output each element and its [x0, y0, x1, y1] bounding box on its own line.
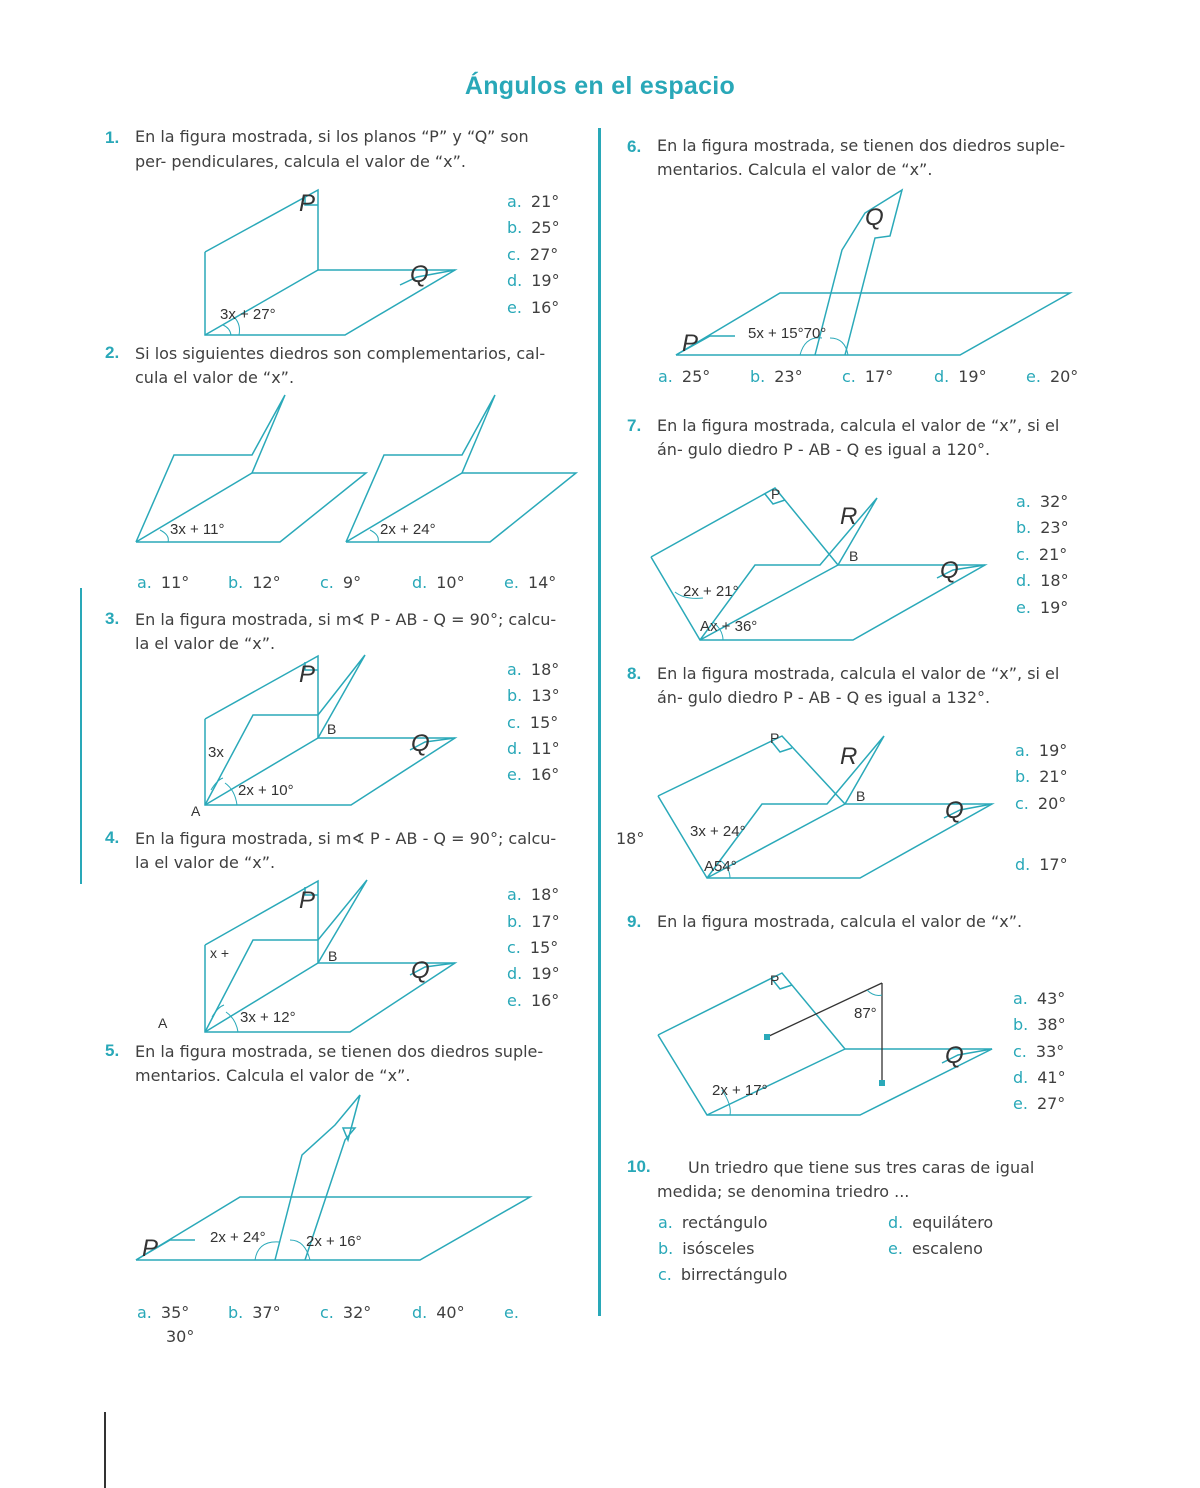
- problem-number: 4.: [105, 828, 120, 847]
- option-row[interactable]: [842, 367, 893, 386]
- option-value: 30°: [166, 1327, 195, 1346]
- option-row[interactable]: [507, 271, 560, 290]
- option-letter: d.: [1015, 855, 1031, 874]
- label-Q: Q: [945, 1042, 964, 1069]
- label-Q: Q: [410, 261, 429, 288]
- option-value: isósceles: [682, 1239, 755, 1258]
- option-row[interactable]: [412, 573, 465, 592]
- option-value: 16°: [530, 765, 560, 784]
- option-row[interactable]: [1013, 1015, 1066, 1034]
- label-R: R: [840, 743, 858, 770]
- option-row[interactable]: [658, 1239, 754, 1258]
- figure-3: [185, 650, 485, 825]
- option-row[interactable]: [504, 573, 556, 592]
- option-letter: b.: [507, 912, 523, 931]
- option-row[interactable]: [507, 765, 559, 784]
- option-value: 20°: [1037, 794, 1067, 813]
- option-row[interactable]: [507, 218, 560, 237]
- option-row[interactable]: [507, 660, 559, 679]
- option-row[interactable]: [507, 739, 560, 758]
- label-Q: Q: [940, 557, 959, 584]
- problem-number: 1.: [105, 128, 120, 147]
- option-value: equilátero: [912, 1213, 994, 1232]
- problem-text-line: la el valor de “x”.: [135, 853, 276, 872]
- option-value: 43°: [1036, 989, 1066, 1008]
- option-row[interactable]: [1015, 794, 1066, 813]
- option-row[interactable]: [1013, 1068, 1066, 1087]
- label-Q: Q: [411, 730, 430, 757]
- angle-label: 3x: [208, 744, 224, 761]
- option-letter: e.: [504, 573, 519, 592]
- option-letter: e.: [1026, 367, 1041, 386]
- option-value: 25°: [531, 218, 560, 237]
- option-letter: e.: [507, 298, 522, 317]
- label-Q: Q: [945, 797, 964, 824]
- problem-text-line: mentarios. Calcula el valor de “x”.: [657, 160, 933, 179]
- option-row[interactable]: [1016, 571, 1069, 590]
- option-row[interactable]: [228, 573, 281, 592]
- option-letter: c.: [842, 367, 856, 386]
- option-row[interactable]: [658, 1265, 787, 1284]
- option-letter: b.: [228, 1303, 244, 1322]
- option-letter: b.: [507, 218, 523, 237]
- option-row[interactable]: [507, 686, 560, 705]
- option-letter: e.: [507, 991, 522, 1010]
- option-value: 35°: [160, 1303, 190, 1322]
- option-letter: e.: [507, 765, 522, 784]
- problem-number: 6.: [627, 137, 642, 156]
- option-letter: b.: [228, 573, 244, 592]
- problem-text-line: Un triedro que tiene sus tres caras de igual: [688, 1158, 1035, 1177]
- option-value: 40°: [436, 1303, 465, 1322]
- option-row[interactable]: [228, 1303, 281, 1322]
- problem-text-line: la el valor de “x”.: [135, 634, 276, 653]
- option-row[interactable]: [1015, 741, 1067, 760]
- option-letter: c.: [507, 938, 521, 957]
- option-letter: b.: [658, 1239, 674, 1258]
- option-letter: a.: [1015, 741, 1030, 760]
- option-value: 11°: [531, 739, 560, 758]
- option-letter: d.: [507, 739, 523, 758]
- option-value: 27°: [529, 245, 559, 264]
- figure-7: [645, 480, 995, 650]
- figure-8: [652, 728, 1002, 888]
- option-letter: d.: [1016, 571, 1032, 590]
- problem-text-line: per- pendiculares, calcula el valor de “x”.: [135, 152, 467, 171]
- problem-text-line: En la figura mostrada, si m∢ P - AB - Q = 90°; calcu-: [135, 829, 557, 848]
- option-letter: e.: [504, 1303, 519, 1322]
- option-row[interactable]: [888, 1239, 983, 1258]
- label-P: P: [682, 330, 699, 357]
- option-row[interactable]: [1013, 1042, 1064, 1061]
- option-value: 23°: [1040, 518, 1069, 537]
- page-title: Ángulos en el espacio: [464, 72, 736, 100]
- option-row[interactable]: [320, 1303, 371, 1322]
- option-value: 33°: [1035, 1042, 1065, 1061]
- option-value: 11°: [160, 573, 190, 592]
- figure-9: [652, 965, 1002, 1125]
- option-value: 23°: [774, 367, 803, 386]
- option-row[interactable]: [507, 938, 558, 957]
- problem-number: 3.: [105, 609, 120, 628]
- label-P: P: [299, 661, 316, 688]
- option-row[interactable]: [888, 1213, 993, 1232]
- option-row[interactable]: [1013, 1094, 1065, 1113]
- problem-text-line: En la figura mostrada, calcula el valor de “x”, si el: [657, 416, 1060, 435]
- problem-text-line: mentarios. Calcula el valor de “x”.: [135, 1066, 411, 1085]
- label-P: P: [299, 190, 316, 217]
- option-row[interactable]: [412, 1303, 465, 1322]
- angle-label: 5x + 15°70°: [748, 325, 827, 342]
- option-value: 13°: [531, 686, 560, 705]
- option-row[interactable]: [507, 912, 560, 931]
- option-value: 16°: [530, 298, 560, 317]
- option-value: 21°: [1038, 545, 1068, 564]
- angle-label: Ax + 36°: [700, 618, 758, 635]
- option-value: 10°: [436, 573, 465, 592]
- option-letter: c.: [320, 573, 334, 592]
- option-value: 19°: [531, 271, 560, 290]
- option-letter: b.: [507, 686, 523, 705]
- option-letter: d.: [507, 964, 523, 983]
- option-letter: c.: [658, 1265, 672, 1284]
- label-Q: Q: [411, 957, 430, 984]
- option-row[interactable]: [658, 367, 710, 386]
- option-value: 12°: [252, 573, 281, 592]
- option-value: 15°: [529, 713, 559, 732]
- option-value: 21°: [530, 192, 560, 211]
- option-value: 27°: [1036, 1094, 1066, 1113]
- option-letter: c.: [320, 1303, 334, 1322]
- angle-label: 2x + 16°: [306, 1233, 362, 1250]
- angle-label: 2x + 21°: [683, 583, 739, 600]
- problem-text-line: En la figura mostrada, se tienen dos diedros suple-: [657, 136, 1066, 155]
- option-row[interactable]: [1013, 989, 1065, 1008]
- label-P: P: [142, 1235, 159, 1262]
- option-row[interactable]: [934, 367, 987, 386]
- angle-label: 3x + 24°: [690, 823, 746, 840]
- option-value: 18°: [530, 660, 560, 679]
- option-letter: d.: [934, 367, 950, 386]
- problem-text-line: En la figura mostrada, calcula el valor de “x”, si el: [657, 664, 1060, 683]
- page-edge-line: [104, 1412, 106, 1488]
- option-value: 18°: [530, 885, 560, 904]
- option-value: 9°: [342, 573, 362, 592]
- label-B: B: [327, 721, 337, 737]
- option-letter: b.: [1015, 767, 1031, 786]
- angle-label: 3x + 27°: [220, 306, 276, 323]
- option-value: 18°: [1040, 571, 1069, 590]
- option-letter: a.: [658, 1213, 673, 1232]
- option-letter: d.: [888, 1213, 904, 1232]
- option-row[interactable]: [137, 573, 189, 592]
- problem-number: 10.: [627, 1157, 651, 1176]
- figure-5: [130, 1090, 540, 1265]
- option-value: 17°: [531, 912, 560, 931]
- problem-number: 7.: [627, 416, 642, 435]
- problem-number: 8.: [627, 664, 642, 683]
- option-row[interactable]: [1016, 598, 1068, 617]
- problem-text-line: En la figura mostrada, se tienen dos diedros suple-: [135, 1042, 544, 1061]
- option-value: 38°: [1037, 1015, 1066, 1034]
- label-P: P: [770, 730, 780, 746]
- option-letter: a.: [1016, 492, 1031, 511]
- label-A: A: [158, 1015, 168, 1031]
- option-row[interactable]: [1016, 545, 1067, 564]
- angle-label: 2x + 17°: [712, 1082, 768, 1099]
- option-value: 32°: [342, 1303, 372, 1322]
- label-B: B: [849, 548, 859, 564]
- option-value: 21°: [1039, 767, 1068, 786]
- label-Q: Q: [865, 204, 884, 231]
- option-row[interactable]: [507, 298, 559, 317]
- option-row[interactable]: [1026, 367, 1078, 386]
- problem-text-line: cula el valor de “x”.: [135, 368, 295, 387]
- option-letter: c.: [1013, 1042, 1027, 1061]
- option-value: 20°: [1049, 367, 1079, 386]
- label-P: P: [771, 486, 781, 502]
- option-row[interactable]: [320, 573, 361, 592]
- option-letter: b.: [750, 367, 766, 386]
- option-row[interactable]: [504, 1303, 528, 1322]
- label-B: B: [856, 788, 866, 804]
- label-P: P: [770, 972, 780, 988]
- figure-6: [670, 188, 1090, 358]
- option-letter: c.: [507, 713, 521, 732]
- option-letter: e.: [888, 1239, 903, 1258]
- option-row[interactable]: [507, 885, 559, 904]
- label-R: R: [840, 503, 858, 530]
- option-letter: d.: [412, 573, 428, 592]
- option-letter: a.: [1013, 989, 1028, 1008]
- angle-label: A54°: [704, 858, 737, 875]
- option-value: escaleno: [911, 1239, 983, 1258]
- label-B: B: [328, 948, 338, 964]
- option-row[interactable]: [1016, 492, 1068, 511]
- angle-label: 2x + 10°: [238, 782, 294, 799]
- option-letter: a.: [507, 885, 522, 904]
- angle-label: 3x + 12°: [240, 1009, 296, 1026]
- option-value: rectángulo: [681, 1213, 768, 1232]
- angle-label: 3x + 11°: [170, 521, 225, 538]
- option-row[interactable]: [507, 245, 558, 264]
- option-row[interactable]: [507, 991, 559, 1010]
- option-letter: d.: [1013, 1068, 1029, 1087]
- problem-text-line: Si los siguientes diedros son complementarios, cal-: [135, 344, 546, 363]
- option-letter: a.: [137, 573, 152, 592]
- option-letter: e.: [1016, 598, 1031, 617]
- angle-label: 87°: [854, 1005, 877, 1022]
- option-value: 16°: [530, 991, 560, 1010]
- option-letter: d.: [507, 271, 523, 290]
- option-value: 19°: [531, 964, 560, 983]
- option-letter: c.: [507, 245, 521, 264]
- option-letter: b.: [1016, 518, 1032, 537]
- problem-number: 2.: [105, 343, 120, 362]
- option-row[interactable]: [507, 713, 558, 732]
- option-row[interactable]: [507, 192, 559, 211]
- option-letter: a.: [507, 660, 522, 679]
- option-value: birrectángulo: [680, 1265, 788, 1284]
- option-letter: a.: [658, 367, 673, 386]
- problem-number: 5.: [105, 1041, 120, 1060]
- option-value: 17°: [864, 367, 894, 386]
- option-row[interactable]: [1015, 767, 1068, 786]
- figure-4: [150, 875, 470, 1045]
- angle-label: x +: [210, 945, 230, 961]
- angle-label: 2x + 24°: [380, 521, 436, 538]
- margin-marker: [80, 588, 82, 884]
- option-value: 17°: [1039, 855, 1068, 874]
- problem-number: 9.: [627, 912, 642, 931]
- option-value: 14°: [527, 573, 557, 592]
- option-value: 19°: [1038, 741, 1068, 760]
- label-P: P: [299, 887, 316, 914]
- option-value: 32°: [1039, 492, 1069, 511]
- option-value: 19°: [1039, 598, 1069, 617]
- stray-value: 18°: [616, 829, 645, 848]
- problem-text-line: En la figura mostrada, si m∢ P - AB - Q = 90°; calcu-: [135, 610, 557, 629]
- problem-text-line: án- gulo diedro P - AB - Q es igual a 132°.: [657, 688, 991, 707]
- option-letter: a.: [507, 192, 522, 211]
- option-row[interactable]: [1016, 518, 1069, 537]
- option-value: 37°: [252, 1303, 281, 1322]
- option-row[interactable]: [137, 1303, 189, 1322]
- option-row[interactable]: [750, 367, 803, 386]
- angle-label: 2x + 24°: [210, 1229, 266, 1246]
- option-letter: c.: [1015, 794, 1029, 813]
- problem-text-line: án- gulo diedro P - AB - Q es igual a 120°.: [657, 440, 991, 459]
- option-row[interactable]: [507, 964, 560, 983]
- option-letter: b.: [1013, 1015, 1029, 1034]
- option-row[interactable]: [1015, 855, 1068, 874]
- option-value: 41°: [1037, 1068, 1066, 1087]
- option-letter: d.: [412, 1303, 428, 1322]
- label-A: A: [191, 803, 201, 819]
- option-letter: c.: [1016, 545, 1030, 564]
- option-letter: a.: [137, 1303, 152, 1322]
- problem-text-line: En la figura mostrada, si los planos “P” y “Q” son: [135, 127, 529, 146]
- option-row[interactable]: [658, 1213, 768, 1232]
- figure-2: [130, 390, 580, 550]
- option-value: 19°: [958, 367, 987, 386]
- option-letter: e.: [1013, 1094, 1028, 1113]
- column-divider: [598, 128, 601, 1316]
- option-value: 15°: [529, 938, 559, 957]
- problem-text-line: medida; se denomina triedro ...: [657, 1182, 910, 1201]
- option-value: 25°: [681, 367, 711, 386]
- problem-text-line: En la figura mostrada, calcula el valor de “x”.: [657, 912, 1023, 931]
- figure-1: [195, 185, 495, 345]
